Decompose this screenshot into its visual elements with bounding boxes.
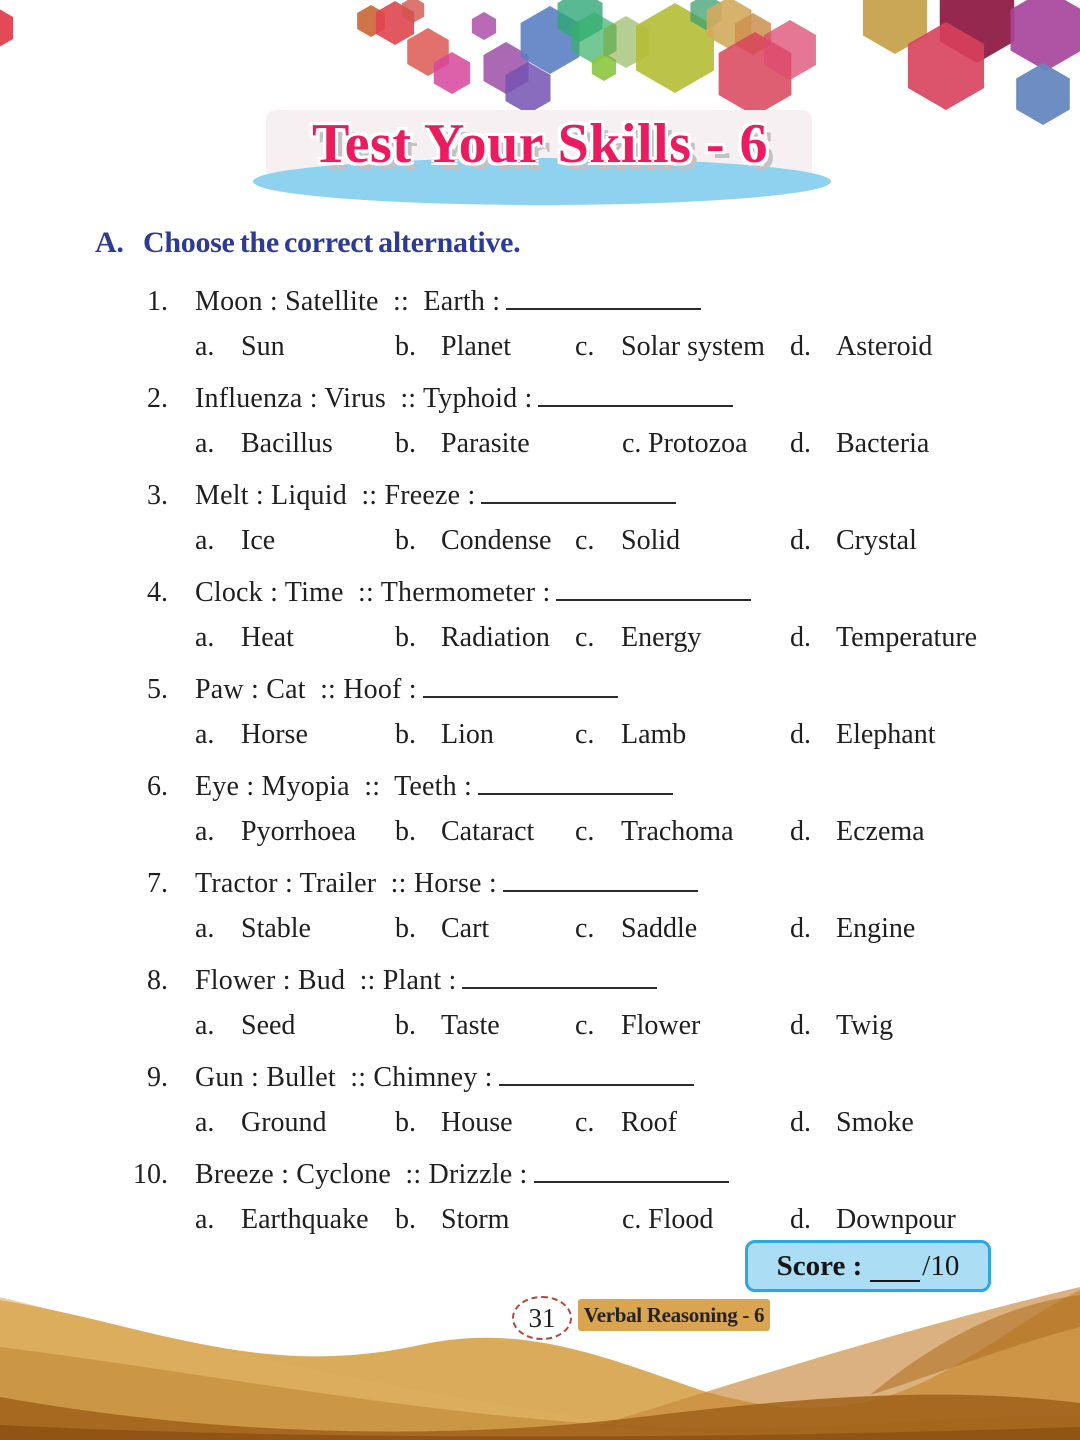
option-c[interactable] <box>575 808 734 856</box>
option-label: b. <box>395 622 416 653</box>
option-d[interactable] <box>790 1196 956 1244</box>
option-a[interactable] <box>195 711 308 759</box>
question-stem: Clock : Time :: Thermometer : <box>195 577 551 608</box>
question-9 <box>95 1050 1015 1147</box>
options-row <box>95 1196 1015 1244</box>
question-6 <box>95 759 1015 856</box>
option-c[interactable] <box>622 1196 713 1244</box>
question-number: 6. <box>147 771 168 802</box>
answer-blank[interactable] <box>481 468 676 504</box>
score-label: Score : <box>776 1249 863 1282</box>
option-label: c. <box>575 1107 595 1138</box>
option-a[interactable] <box>195 905 311 953</box>
answer-blank[interactable] <box>506 274 701 310</box>
option-b[interactable] <box>395 420 530 468</box>
option-label: a. <box>195 331 215 362</box>
option-text: Lamb <box>621 719 687 750</box>
answer-blank[interactable] <box>462 953 657 989</box>
option-label: d. <box>790 913 811 944</box>
question-1 <box>95 274 1015 371</box>
option-text: Protozoa <box>648 428 748 459</box>
option-text: Seed <box>241 1010 296 1041</box>
option-label: b. <box>395 913 416 944</box>
question-number: 10. <box>133 1159 168 1190</box>
option-a[interactable] <box>195 323 285 371</box>
option-label: d. <box>790 1204 811 1235</box>
option-d[interactable] <box>790 1002 893 1050</box>
option-c[interactable] <box>575 1002 700 1050</box>
question-stem: Gun : Bullet :: Chimney : <box>195 1062 493 1093</box>
answer-blank[interactable] <box>423 662 618 698</box>
option-label: b. <box>395 428 416 459</box>
option-label: a. <box>195 1204 215 1235</box>
option-text: Planet <box>441 331 511 362</box>
option-text: Flower <box>621 1010 701 1041</box>
option-text: Smoke <box>836 1107 914 1138</box>
stem-row <box>95 953 1015 1002</box>
option-label: a. <box>195 816 215 847</box>
option-text: House <box>441 1107 513 1138</box>
question-number: 4. <box>147 577 168 608</box>
stem-row <box>95 1050 1015 1099</box>
option-label: b. <box>395 331 416 362</box>
option-text: Energy <box>621 622 702 653</box>
stem-row <box>95 371 1015 420</box>
option-d[interactable] <box>790 614 977 662</box>
option-label: c. <box>575 622 595 653</box>
option-text: Twig <box>836 1010 894 1041</box>
option-text: Cart <box>441 913 490 944</box>
question-3 <box>95 468 1015 565</box>
option-d[interactable] <box>790 1099 914 1147</box>
option-label: d. <box>790 331 811 362</box>
option-label: c. <box>575 1010 595 1041</box>
option-c[interactable] <box>575 711 686 759</box>
option-a[interactable] <box>195 517 275 565</box>
question-stem: Flower : Bud :: Plant : <box>195 965 457 996</box>
options-row <box>95 905 1015 953</box>
stem-row <box>95 1147 1015 1196</box>
question-8 <box>95 953 1015 1050</box>
question-stem: Moon : Satellite :: Earth : <box>195 286 501 317</box>
option-d[interactable] <box>790 711 936 759</box>
option-label: d. <box>790 622 811 653</box>
option-label: d. <box>790 719 811 750</box>
option-label: b. <box>395 1010 416 1041</box>
answer-blank[interactable] <box>478 759 673 795</box>
option-label: a. <box>195 1107 215 1138</box>
options-row <box>95 1099 1015 1147</box>
option-a[interactable] <box>195 1196 369 1244</box>
question-number: 5. <box>147 674 168 705</box>
section-label: A. <box>95 226 124 259</box>
stem-row <box>95 468 1015 517</box>
option-text: Pyorrhoea <box>241 816 357 847</box>
book-title-badge <box>578 1299 770 1331</box>
option-b[interactable] <box>395 614 550 662</box>
score-total: /10 <box>922 1249 960 1282</box>
answer-blank[interactable] <box>534 1147 729 1183</box>
option-label: b. <box>395 1204 416 1235</box>
option-b[interactable] <box>395 1002 500 1050</box>
option-a[interactable] <box>195 808 356 856</box>
question-stem: Melt : Liquid :: Freeze : <box>195 480 476 511</box>
option-text: Temperature <box>836 622 978 653</box>
question-number: 8. <box>147 965 168 996</box>
option-a[interactable] <box>195 420 333 468</box>
option-label: a. <box>195 622 215 653</box>
option-c[interactable] <box>575 614 701 662</box>
option-a[interactable] <box>195 1099 327 1147</box>
question-stem: Tractor : Trailer :: Horse : <box>195 868 497 899</box>
option-label: c. <box>575 913 595 944</box>
question-stem: Paw : Cat :: Hoof : <box>195 674 417 705</box>
question-stem: Eye : Myopia :: Teeth : <box>195 771 473 802</box>
option-text: Asteroid <box>836 331 933 362</box>
option-text: Engine <box>836 913 916 944</box>
option-label: b. <box>395 1107 416 1138</box>
question-10 <box>95 1147 1015 1244</box>
option-b[interactable] <box>395 323 511 371</box>
question-number: 9. <box>147 1062 168 1093</box>
option-label: d. <box>790 1107 811 1138</box>
option-c[interactable] <box>575 905 697 953</box>
option-c[interactable] <box>575 1099 677 1147</box>
option-label: a. <box>195 428 215 459</box>
option-label: c. <box>575 525 595 556</box>
option-label: b. <box>395 816 416 847</box>
option-label: d. <box>790 525 811 556</box>
option-text: Ice <box>241 525 276 556</box>
question-stem: Breeze : Cyclone :: Drizzle : <box>195 1159 528 1190</box>
option-b[interactable] <box>395 1099 513 1147</box>
answer-blank[interactable] <box>538 371 733 407</box>
option-text: Solar system <box>621 331 765 362</box>
question-list <box>95 274 1015 1244</box>
question-5 <box>95 662 1015 759</box>
section-heading: Choose the correct alternative. <box>143 226 521 259</box>
options-row <box>95 614 1015 662</box>
option-text: Elephant <box>836 719 936 750</box>
option-text: Sun <box>241 331 285 362</box>
option-text: Eczema <box>836 816 925 847</box>
option-text: Downpour <box>836 1204 956 1235</box>
option-text: Crystal <box>836 525 917 556</box>
option-label: c. <box>575 816 595 847</box>
option-label: b. <box>395 525 416 556</box>
page-number: 31 <box>528 1303 556 1333</box>
option-label: d. <box>790 1010 811 1041</box>
page-title: Test Your Skills - 6 <box>311 113 769 175</box>
question-number: 3. <box>147 480 168 511</box>
option-label: a. <box>195 913 215 944</box>
option-text: Stable <box>241 913 311 944</box>
score-box <box>745 1240 991 1292</box>
option-b[interactable] <box>395 711 494 759</box>
question-2 <box>95 371 1015 468</box>
option-text: Cataract <box>441 816 535 847</box>
option-text: Roof <box>621 1107 677 1138</box>
page-number-badge <box>512 1296 572 1340</box>
option-label: a. <box>195 1010 215 1041</box>
option-c[interactable] <box>575 517 680 565</box>
answer-blank[interactable] <box>499 1050 694 1086</box>
book-title: Verbal Reasoning - 6 <box>583 1303 765 1327</box>
option-text: Storm <box>441 1204 510 1235</box>
option-label: a. <box>195 719 215 750</box>
option-d[interactable] <box>790 323 932 371</box>
option-text: Flood <box>648 1204 714 1235</box>
option-d[interactable] <box>790 517 917 565</box>
stem-row <box>95 565 1015 614</box>
option-label: b. <box>395 719 416 750</box>
option-d[interactable] <box>790 808 925 856</box>
question-7 <box>95 856 1015 953</box>
option-text: Heat <box>241 622 294 653</box>
option-b[interactable] <box>395 517 551 565</box>
options-row <box>95 1002 1015 1050</box>
option-text: Parasite <box>441 428 530 459</box>
option-a[interactable] <box>195 1002 295 1050</box>
option-a[interactable] <box>195 614 294 662</box>
option-label: c. <box>575 331 595 362</box>
question-4 <box>95 565 1015 662</box>
option-b[interactable] <box>395 808 534 856</box>
option-label: d. <box>790 428 811 459</box>
option-label: d. <box>790 816 811 847</box>
question-stem: Influenza : Virus :: Typhoid : <box>195 383 533 414</box>
option-text: Horse <box>241 719 308 750</box>
option-text: Solid <box>621 525 681 556</box>
options-row <box>95 517 1015 565</box>
option-label: c. <box>622 1204 642 1235</box>
option-c[interactable] <box>575 323 765 371</box>
option-text: Ground <box>241 1107 327 1138</box>
stem-row <box>95 274 1015 323</box>
option-text: Saddle <box>621 913 698 944</box>
option-c[interactable] <box>622 420 748 468</box>
stem-row <box>95 759 1015 808</box>
stem-row <box>95 856 1015 905</box>
option-text: Bacteria <box>836 428 930 459</box>
section-heading-row <box>95 226 995 260</box>
option-b[interactable] <box>395 905 489 953</box>
option-text: Trachoma <box>621 816 734 847</box>
answer-blank[interactable] <box>556 565 751 601</box>
option-text: Taste <box>441 1010 500 1041</box>
option-text: Lion <box>441 719 494 750</box>
options-row <box>95 808 1015 856</box>
option-label: c. <box>575 719 595 750</box>
score-blank[interactable] <box>870 1250 920 1282</box>
option-text: Bacillus <box>241 428 333 459</box>
options-row <box>95 711 1015 759</box>
question-number: 7. <box>147 868 168 899</box>
stem-row <box>95 662 1015 711</box>
option-b[interactable] <box>395 1196 509 1244</box>
option-d[interactable] <box>790 905 915 953</box>
question-number: 2. <box>147 383 168 414</box>
option-text: Earthquake <box>241 1204 369 1235</box>
option-label: c. <box>622 428 642 459</box>
option-d[interactable] <box>790 420 929 468</box>
option-text: Radiation <box>441 622 550 653</box>
option-text: Condense <box>441 525 552 556</box>
options-row <box>95 323 1015 371</box>
answer-blank[interactable] <box>503 856 698 892</box>
options-row <box>95 420 1015 468</box>
question-number: 1. <box>147 286 168 317</box>
option-label: a. <box>195 525 215 556</box>
